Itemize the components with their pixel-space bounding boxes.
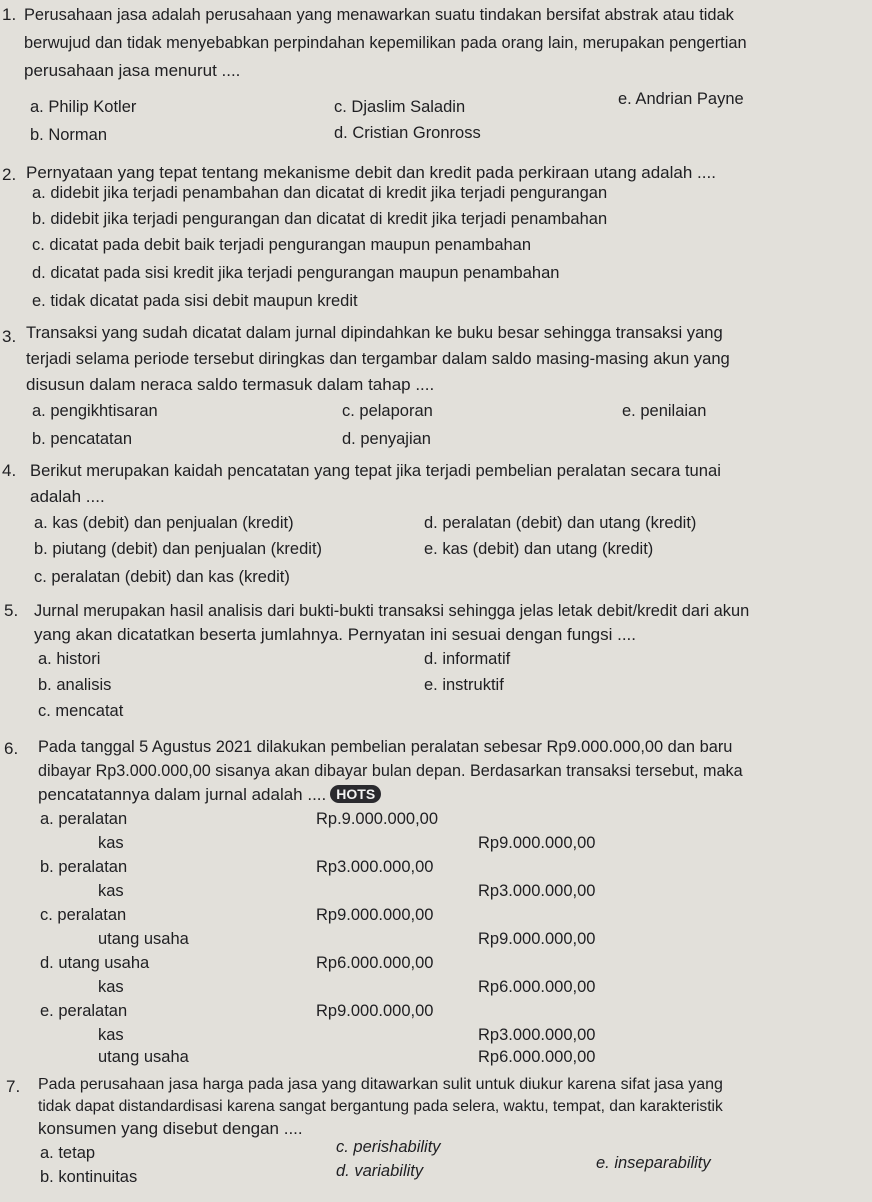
journal-credit: Rp6.000.000,00 [478, 978, 596, 996]
journal-credit: Rp3.000.000,00 [478, 1026, 596, 1044]
option-c[interactable]: c. pelaporan [342, 402, 433, 420]
option-e[interactable]: e. penilaian [622, 402, 707, 420]
question-number: 3. [2, 327, 17, 346]
question-text-line: Transaksi yang sudah dicatat dalam jurnal dipindahkan ke buku besar sehingga transaksi yang [26, 323, 723, 342]
option-c[interactable]: c. mencatat [38, 702, 124, 720]
option-a[interactable]: a. Philip Kotler [30, 98, 137, 116]
question-text-line: Pada perusahaan jasa harga pada jasa yang ditawarkan sulit untuk diukur karena sifat jasa yang [38, 1076, 723, 1093]
option-e[interactable]: e. Andrian Payne [618, 90, 744, 108]
option-c[interactable]: c. dicatat pada debit baik terjadi pengurangan maupun penambahan [32, 236, 532, 254]
journal-credit: Rp3.000.000,00 [478, 882, 596, 900]
option-e[interactable]: e. tidak dicatat pada sisi debit maupun kredit [32, 292, 358, 310]
option-d[interactable]: d. penyajian [342, 430, 431, 448]
journal-label: kas [98, 1026, 124, 1044]
question-number: 2. [2, 165, 17, 184]
journal-label[interactable]: e. peralatan [40, 1002, 128, 1020]
question-text-line: Pernyataan yang tepat tentang mekanisme debit dan kredit pada perkiraan utang adalah .... [26, 163, 716, 182]
question-text-line: Jurnal merupakan hasil analisis dari bukti-bukti transaksi sehingga jelas letak debit/kredit dari akun [34, 602, 750, 620]
option-b[interactable]: b. Norman [30, 126, 108, 144]
option-c[interactable]: c. Djaslim Saladin [334, 98, 466, 116]
journal-debit: Rp9.000.000,00 [316, 906, 434, 924]
question-text-line: tidak dapat distandardisasi karena sangat bergantung pada selera, waktu, tempat, dan karakteristik [38, 1098, 723, 1115]
question-text-line: berwujud dan tidak menyebabkan perpindahan kepemilikan pada orang lain, merupakan pengertian [24, 34, 747, 52]
journal-label[interactable]: a. peralatan [40, 810, 128, 828]
question-number: 7. [6, 1077, 21, 1096]
option-e[interactable]: e. inseparability [596, 1154, 711, 1172]
journal-debit: Rp.9.000.000,00 [316, 810, 439, 828]
option-c[interactable]: c. peralatan (debit) dan kas (kredit) [34, 568, 290, 586]
journal-label[interactable]: d. utang usaha [40, 954, 150, 972]
journal-label: kas [98, 978, 124, 996]
journal-debit: Rp3.000.000,00 [316, 858, 434, 876]
journal-label[interactable]: b. peralatan [40, 858, 128, 876]
journal-label: kas [98, 882, 124, 900]
option-a[interactable]: a. didebit jika terjadi penambahan dan dicatat di kredit jika terjadi pengurangan [32, 184, 608, 202]
question-number: 5. [4, 601, 19, 620]
journal-credit: Rp6.000.000,00 [478, 1048, 596, 1066]
question-text-line: perusahaan jasa menurut .... [24, 61, 241, 80]
option-a[interactable]: a. kas (debit) dan penjualan (kredit) [34, 514, 294, 532]
journal-credit: Rp9.000.000,00 [478, 834, 596, 852]
journal-debit: Rp9.000.000,00 [316, 1002, 434, 1020]
option-a[interactable]: a. histori [38, 650, 101, 668]
option-a[interactable]: a. pengikhtisaran [32, 402, 158, 420]
question-number: 1. [2, 5, 17, 24]
option-d[interactable]: d. peralatan (debit) dan utang (kredit) [424, 514, 697, 532]
question-text-line: Pada tanggal 5 Agustus 2021 dilakukan pembelian peralatan sebesar Rp9.000.000,00 dan baru [38, 738, 733, 756]
question-text-line: disusun dalam neraca saldo termasuk dalam tahap .... [26, 375, 435, 394]
question-text-line: Berikut merupakan kaidah pencatatan yang tepat jika terjadi pembelian peralatan secara tunai [30, 461, 721, 480]
hots-badge: HOTS [330, 785, 381, 803]
option-b[interactable]: b. kontinuitas [40, 1168, 138, 1186]
option-e[interactable]: e. kas (debit) dan utang (kredit) [424, 540, 654, 558]
journal-label: utang usaha [98, 930, 189, 948]
question-text-line: dibayar Rp3.000.000,00 sisanya akan dibayar bulan depan. Berdasarkan transaksi tersebut, maka [38, 762, 743, 780]
question-text-line: konsumen yang disebut dengan .... [38, 1119, 303, 1138]
option-b[interactable]: b. didebit jika terjadi pengurangan dan dicatat di kredit jika terjadi penambahan [32, 210, 608, 228]
option-a[interactable]: a. tetap [40, 1144, 96, 1162]
question-text-line: adalah .... [30, 487, 105, 506]
question-number: 4. [2, 461, 17, 480]
journal-label: utang usaha [98, 1048, 189, 1066]
option-c[interactable]: c. perishability [336, 1138, 441, 1156]
journal-label[interactable]: c. peralatan [40, 906, 127, 924]
journal-credit: Rp9.000.000,00 [478, 930, 596, 948]
option-d[interactable]: d. informatif [424, 650, 511, 668]
question-number: 6. [4, 739, 19, 758]
question-text-line: pencatatannya dalam jurnal adalah .... [38, 785, 327, 804]
question-text-line: terjadi selama periode tersebut diringkas dan tergambar dalam saldo masing-masing akun yang [26, 349, 730, 368]
journal-label: kas [98, 834, 124, 852]
option-b[interactable]: b. piutang (debit) dan penjualan (kredit) [34, 540, 323, 558]
option-e[interactable]: e. instruktif [424, 676, 504, 694]
option-d[interactable]: d. variability [336, 1162, 424, 1180]
question-text-line: yang akan dicatatkan beserta jumlahnya. Pernyatan ini sesuai dengan fungsi .... [34, 625, 636, 644]
option-b[interactable]: b. analisis [38, 676, 112, 694]
option-d[interactable]: d. dicatat pada sisi kredit jika terjadi pengurangan maupun penambahan [32, 264, 560, 282]
question-text-line: Perusahaan jasa adalah perusahaan yang menawarkan suatu tindakan bersifat abstrak atau tidak [24, 6, 734, 24]
option-b[interactable]: b. pencatatan [32, 430, 132, 448]
journal-debit: Rp6.000.000,00 [316, 954, 434, 972]
option-d[interactable]: d. Cristian Gronross [334, 124, 481, 142]
